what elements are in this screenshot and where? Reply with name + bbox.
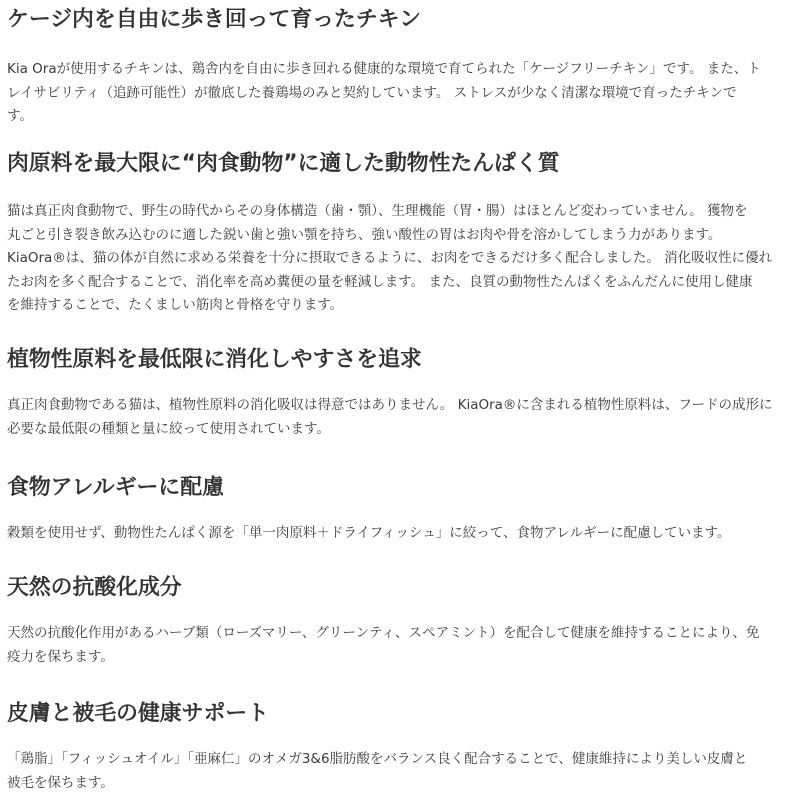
body-line: 猫は真正肉食動物で、野生の時代からその身体構造（歯・顎）、生理機能（胃・腸）はほとんど変わっていません。 獲物を	[7, 203, 748, 219]
body-line: 被毛を保ちます。	[7, 774, 114, 791]
body-line: 「鶏脂」「フィッシュオイル」「亜麻仁」のオメガ3&6脂肪酸をバランス良く配合することで、健康維持により美しい皮膚と	[7, 751, 748, 767]
section-heading: 天然の抗酸化成分	[7, 575, 182, 600]
section-body	[0, 200, 800, 318]
body-line: レイサビリティ（追跡可能性）が徹底した養鶏場のみと契約しています。 ストレスが少なく清潔な環境で育ったチキンで	[7, 84, 737, 101]
body-line: Kia Oraが使用するチキンは、鶏舎内を自由に歩き回れる健康的な環境で育てられた「ケージフリーチキン」です。 また、ト	[7, 61, 761, 77]
section-body	[0, 622, 800, 669]
body-line: 丸ごと引き裂き飲み込むのに適した鋭い歯と強い顎を持ち、強い酸性の胃はお肉や骨を溶かしてしまう力があります。	[7, 226, 722, 243]
body-line: 穀類を使用せず、動物性たんぱく源を「単一肉原料＋ドライフィッシュ」に絞って、食物アレルギーに配慮しています。	[7, 525, 731, 541]
section-body	[0, 394, 800, 441]
section-body	[0, 748, 800, 795]
body-line: す。	[7, 108, 33, 124]
body-line: KiaOra®は、猫の体が自然に求める栄養を十分に摂取できるように、お肉をできるだけ多く配合しました。 消化吸収性に優れ	[7, 250, 773, 266]
body-line: 天然の抗酸化作用があるハーブ類（ローズマリー、グリーンティ、スペアミント）を配合して健康を維持することにより、免	[7, 625, 760, 641]
body-line: 真正肉食動物である猫は、植物性原料の消化吸収は得意ではありません。 KiaOra®に含まれる植物性原料は、フードの成形に	[7, 397, 773, 413]
feature-section-allergy	[0, 474, 800, 546]
section-heading: ケージ内を自由に歩き回って育ったチキン	[7, 7, 422, 32]
feature-section-plant-ingredients	[0, 346, 800, 441]
body-line: たお肉を多く配合することで、消化率を高め糞便の量を軽減します。 また、良質の動物性たんぱくをふんだんに使用し健康	[7, 273, 753, 290]
feature-section-skin-coat	[0, 700, 800, 795]
body-line: 必要な最低限の種類と量に絞って使用されています。	[7, 420, 330, 437]
body-line: を維持することで、たくましい筋肉と骨格を守ります。	[7, 297, 344, 313]
section-heading: 皮膚と被毛の健康サポート	[7, 701, 269, 726]
section-body	[0, 58, 800, 129]
section-heading: 食物アレルギーに配慮	[7, 475, 224, 500]
section-heading: 肉原料を最大限に“肉食動物”に適した動物性たんぱく質	[7, 151, 560, 176]
section-heading: 植物性原料を最低限に消化しやすさを追求	[7, 347, 422, 372]
section-body	[0, 522, 800, 546]
feature-section-antioxidants	[0, 574, 800, 669]
feature-section-cage-free	[0, 6, 800, 129]
body-line: 疫力を保ちます。	[7, 648, 114, 665]
feature-section-animal-protein	[0, 150, 800, 318]
